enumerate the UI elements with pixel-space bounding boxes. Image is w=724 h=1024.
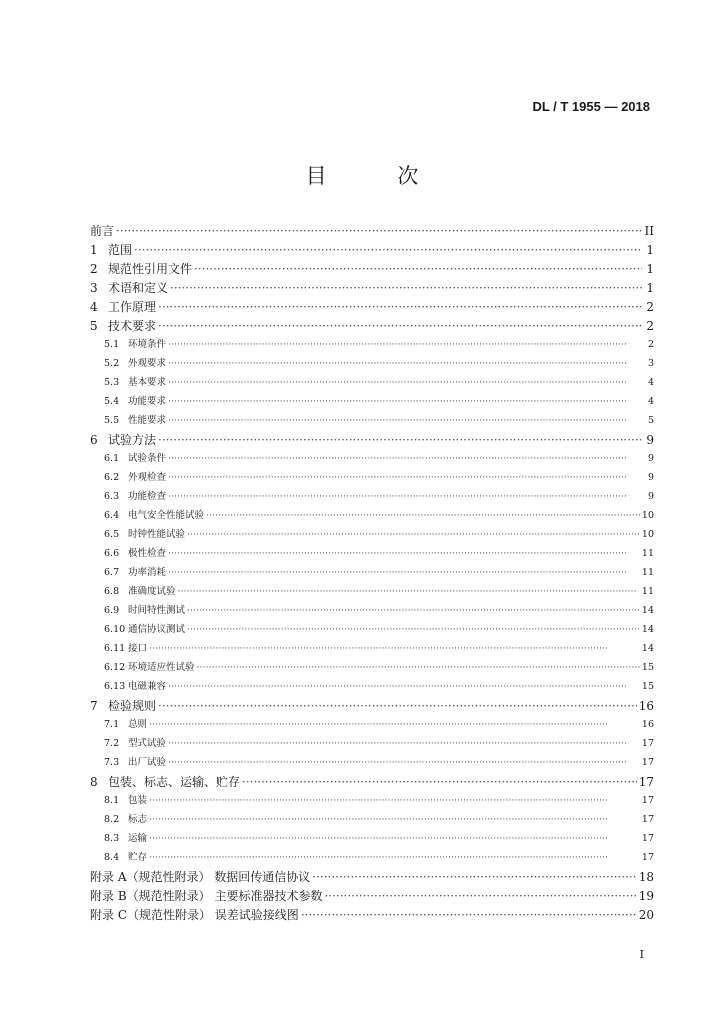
dot-leader [312, 870, 636, 884]
toc-entry-number: 5.1 [104, 339, 120, 350]
toc-entry[interactable] [90, 621, 654, 640]
toc-entry[interactable] [90, 393, 654, 412]
toc-entry-label: 通信协议测试 [128, 624, 186, 635]
dot-leader [324, 889, 636, 903]
toc-entry-number: 5.3 [104, 377, 120, 388]
toc-entry-page: 20 [638, 908, 654, 922]
toc-entry-page: 17 [641, 833, 654, 844]
toc-entry-label: 接口 [128, 643, 148, 654]
toc-entry-number: 6 [90, 433, 98, 447]
toc-entry-number: 6.9 [104, 605, 120, 616]
toc-entry-page: 16 [641, 719, 654, 730]
toc-entry-number: 5 [90, 319, 98, 333]
toc-entry-number: 6.3 [104, 491, 120, 502]
standard-code: DL / T 1955 — 2018 [532, 99, 650, 114]
toc-entry-page: 1 [646, 281, 654, 295]
toc-entry-page: 11 [641, 586, 654, 597]
toc-entry-label: 附录 C（规范性附录） 误差试验接线图 [90, 908, 299, 922]
toc-entry-number: 3 [90, 281, 98, 295]
toc-entry-label: 出厂试验 [128, 757, 167, 768]
toc-entry-label: 准确度试验 [128, 586, 176, 597]
toc-entry-number: 1 [90, 243, 98, 257]
toc-entry-number: 6.2 [104, 472, 120, 483]
toc-entry-page: 14 [641, 643, 654, 654]
toc-entry[interactable] [90, 488, 654, 507]
toc-entry[interactable] [90, 298, 654, 317]
toc-entry-number: 5.5 [104, 415, 120, 426]
toc-entry[interactable] [90, 678, 654, 697]
toc-entry[interactable] [90, 317, 654, 336]
toc-entry-page: 11 [641, 548, 654, 559]
toc-entry-label: 标志 [128, 814, 148, 825]
toc-entry-number: 8.1 [104, 795, 120, 806]
toc-entry[interactable] [90, 564, 654, 583]
toc-entry-number: 5.4 [104, 396, 120, 407]
dot-leader [149, 852, 640, 863]
toc-entry[interactable] [90, 811, 654, 830]
toc-entry[interactable] [90, 887, 654, 906]
toc-entry-number: 8.2 [104, 814, 120, 825]
toc-entry-page: 17 [641, 738, 654, 749]
toc-entry[interactable] [90, 849, 654, 868]
toc-entry[interactable] [90, 336, 654, 355]
toc-entry-number: 7.2 [104, 738, 120, 749]
toc-entry[interactable] [90, 792, 654, 811]
toc-entry-page: 4 [647, 377, 654, 388]
dot-leader [168, 738, 640, 749]
toc-entry[interactable] [90, 906, 654, 925]
toc-entry-page: 9 [647, 491, 654, 502]
toc-entry-page: II [644, 224, 654, 238]
toc-entry[interactable] [90, 697, 654, 716]
toc-entry[interactable] [90, 545, 654, 564]
dot-leader [187, 624, 640, 635]
toc-entry[interactable] [90, 830, 654, 849]
dot-leader [168, 567, 640, 578]
toc-entry-label: 基本要求 [128, 377, 167, 388]
dot-leader [168, 377, 642, 388]
dot-leader [168, 491, 642, 502]
dot-leader [168, 453, 642, 464]
dot-leader [206, 510, 640, 521]
toc-entry[interactable] [90, 241, 654, 260]
toc-entry-number: 8 [90, 775, 98, 789]
toc-entry-label: 外观检查 [128, 472, 167, 483]
toc-entry-number: 6.11 [104, 643, 126, 654]
toc-entry-page: 3 [647, 358, 654, 369]
toc-entry-label: 型式试验 [128, 738, 167, 749]
toc-entry-number: 2 [90, 262, 98, 276]
toc-entry[interactable] [90, 602, 654, 621]
toc-entry-label: 时间特性测试 [128, 605, 186, 616]
dot-leader [168, 396, 642, 407]
toc-entry-page: 19 [638, 889, 654, 903]
toc-entry-number: 6.5 [104, 529, 120, 540]
toc-entry-label: 功能检查 [128, 491, 167, 502]
toc-entry[interactable] [90, 469, 654, 488]
toc-entry-page: 10 [641, 510, 654, 521]
toc-entry-label: 环境条件 [128, 339, 167, 350]
toc-entry-number: 7.3 [104, 757, 120, 768]
toc-entry-label: 规范性引用文件 [108, 262, 193, 276]
dot-leader [149, 795, 640, 806]
toc-entry[interactable] [90, 773, 654, 792]
toc-entry-number: 8.3 [104, 833, 120, 844]
toc-entry-label: 工作原理 [108, 300, 157, 314]
toc-entry-label: 范围 [108, 243, 133, 257]
toc-entry-page: 15 [641, 681, 654, 692]
dot-leader [134, 243, 642, 257]
toc-entry-page: 2 [646, 319, 654, 333]
toc-entry-number: 6.13 [104, 681, 126, 692]
toc-entry[interactable] [90, 754, 654, 773]
toc-entry-label: 贮存 [128, 852, 148, 863]
dot-leader [187, 605, 640, 616]
toc-entry-label: 试验方法 [108, 433, 157, 447]
toc-entry-label: 时钟性能试验 [128, 529, 186, 540]
toc-entry-number: 8.4 [104, 852, 120, 863]
dot-leader [158, 433, 642, 447]
toc-entry[interactable] [90, 735, 654, 754]
toc-entry-label: 环境适应性试验 [128, 662, 195, 673]
dot-leader [168, 415, 642, 426]
toc-entry[interactable] [90, 412, 654, 431]
toc-entry-label: 前言 [90, 224, 115, 238]
dot-leader [178, 586, 640, 597]
dot-leader [168, 681, 640, 692]
dot-leader [149, 814, 640, 825]
toc-entry[interactable] [90, 279, 654, 298]
toc-entry-number: 6.6 [104, 548, 120, 559]
dot-leader [168, 548, 640, 559]
toc-entry-label: 包装、标志、运输、贮存 [108, 775, 241, 789]
dot-leader [149, 643, 640, 654]
toc-entry-page: 17 [641, 852, 654, 863]
dot-leader [158, 319, 642, 333]
toc-entry[interactable] [90, 260, 654, 279]
toc-entry[interactable] [90, 716, 654, 735]
toc-entry-label: 包装 [128, 795, 148, 806]
toc-entry-page: 9 [647, 472, 654, 483]
toc-entry-page: 15 [641, 662, 654, 673]
dot-leader [197, 662, 640, 673]
toc-entry-label: 电气安全性能试验 [128, 510, 205, 521]
toc-entry[interactable] [90, 583, 654, 602]
toc-entry-page: 17 [638, 775, 654, 789]
toc-entry-number: 6.1 [104, 453, 120, 464]
toc-entry-page: 9 [647, 453, 654, 464]
toc-entry-label: 外观要求 [128, 358, 167, 369]
dot-leader [149, 719, 640, 730]
table-of-contents [90, 222, 654, 925]
dot-leader [168, 472, 642, 483]
toc-entry-number: 6.10 [104, 624, 126, 635]
dot-leader [194, 262, 642, 276]
toc-entry-page: 14 [641, 605, 654, 616]
toc-entry-number: 6.7 [104, 567, 120, 578]
toc-entry-number: 6.4 [104, 510, 120, 521]
toc-entry-page: 9 [646, 433, 654, 447]
toc-title: 目 次 [305, 164, 451, 188]
dot-leader [168, 358, 642, 369]
page-number: I [639, 948, 644, 961]
toc-entry-number: 4 [90, 300, 98, 314]
toc-entry-page: 4 [647, 396, 654, 407]
toc-entry[interactable] [90, 640, 654, 659]
toc-entry-label: 运输 [128, 833, 148, 844]
toc-entry-number: 7.1 [104, 719, 120, 730]
dot-leader [116, 224, 642, 238]
toc-entry[interactable] [90, 659, 654, 678]
dot-leader [168, 339, 642, 350]
toc-entry-page: 1 [646, 243, 654, 257]
dot-leader [170, 281, 642, 295]
toc-entry-label: 极性检查 [128, 548, 167, 559]
toc-entry-number: 6.12 [104, 662, 126, 673]
toc-entry-page: 5 [647, 415, 654, 426]
toc-entry-page: 2 [646, 300, 654, 314]
toc-entry-page: 17 [641, 795, 654, 806]
toc-entry[interactable] [90, 355, 654, 374]
toc-entry-number: 5.2 [104, 358, 120, 369]
toc-entry[interactable] [90, 526, 654, 545]
toc-entry-page: 17 [641, 814, 654, 825]
dot-leader [149, 833, 640, 844]
dot-leader [168, 757, 640, 768]
toc-entry-label: 试验条件 [128, 453, 167, 464]
toc-entry-label: 技术要求 [108, 319, 157, 333]
toc-entry[interactable] [90, 374, 654, 393]
dot-leader [158, 300, 642, 314]
dot-leader [187, 529, 640, 540]
dot-leader [158, 699, 637, 713]
toc-entry-page: 10 [641, 529, 654, 540]
toc-entry-label: 性能要求 [128, 415, 167, 426]
toc-entry-label: 附录 A（规范性附录） 数据回传通信协议 [90, 870, 311, 884]
toc-entry-label: 总则 [128, 719, 148, 730]
toc-entry-label: 功率消耗 [128, 567, 167, 578]
toc-entry-page: 1 [646, 262, 654, 276]
toc-entry-page: 17 [641, 757, 654, 768]
toc-entry[interactable] [90, 868, 654, 887]
toc-entry-label: 电磁兼容 [128, 681, 167, 692]
toc-entry[interactable] [90, 507, 654, 526]
toc-entry-label: 附录 B（规范性附录） 主要标准器技术参数 [90, 889, 323, 903]
toc-entry[interactable] [90, 222, 654, 241]
toc-entry-number: 7 [90, 699, 98, 713]
dot-leader [301, 908, 637, 922]
toc-entry-page: 18 [638, 870, 654, 884]
toc-entry-number: 6.8 [104, 586, 120, 597]
toc-entry-page: 2 [647, 339, 654, 350]
toc-entry-page: 11 [641, 567, 654, 578]
toc-entry-page: 16 [638, 699, 654, 713]
toc-entry-page: 14 [641, 624, 654, 635]
dot-leader [242, 775, 637, 789]
toc-entry-label: 功能要求 [128, 396, 167, 407]
toc-entry[interactable] [90, 431, 654, 450]
toc-entry[interactable] [90, 450, 654, 469]
toc-entry-label: 术语和定义 [108, 281, 169, 295]
toc-entry-label: 检验规则 [108, 699, 157, 713]
